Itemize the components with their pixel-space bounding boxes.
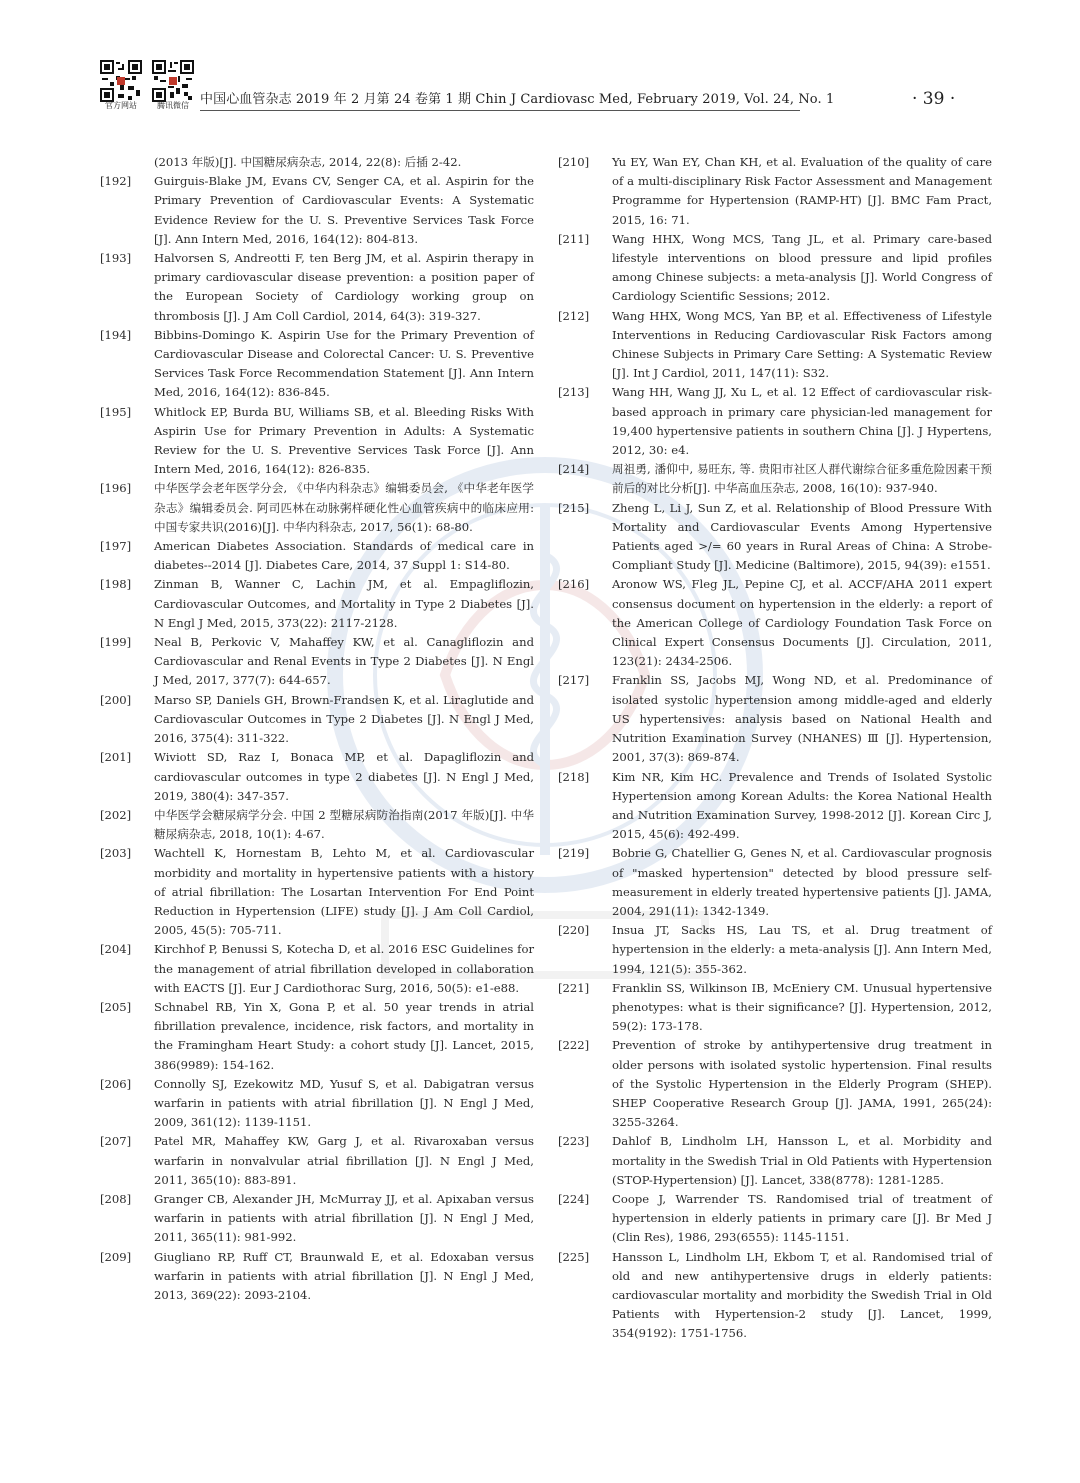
- reference-number: [216]: [558, 577, 590, 592]
- reference-item: [552, 1248, 992, 1344]
- reference-text: Bibbins-Domingo K. Aspirin Use for the Primary Prevention of Cardiovascular Disease and Colorectal Cancer: U. S. Preventive Services Task Force Recommendation Statement [J]. Ann Intern Med, 2016, 164(12): 836-845.: [154, 327, 534, 400]
- reference-item: [94, 998, 534, 1075]
- page-number: · 39 ·: [912, 89, 956, 109]
- reference-text: Zinman B, Wanner C, Lachin JM, et al. Empagliflozin, Cardiovascular Outcomes, and Mortality in Type 2 Diabetes [J]. N Engl J Med, 2015, 373(22): 2117-2128.: [154, 577, 534, 630]
- reference-number: [214]: [558, 462, 590, 477]
- reference-item: [552, 1132, 992, 1190]
- reference-item: [94, 806, 534, 844]
- reference-number: [192]: [100, 174, 132, 189]
- reference-text: Wiviott SD, Raz I, Bonaca MP, et al. Dapagliflozin and cardiovascular outcomes in type 2 diabetes [J]. N Engl J Med, 2019, 380(4): 347-357.: [154, 750, 534, 803]
- reference-number: [204]: [100, 942, 132, 957]
- reference-item: [94, 403, 534, 480]
- header-rule: [200, 110, 800, 111]
- reference-text: Guirguis-Blake JM, Evans CV, Senger CA, et al. Aspirin for the Primary Prevention of Cardiovascular Events: A Systematic Evidence Review for the U. S. Preventive Services Task Force [J]. Ann Intern Med, 2016, 164(12): 804-813.: [154, 174, 534, 246]
- reference-item: [552, 499, 992, 576]
- reference-item: [94, 249, 534, 326]
- reference-item: [94, 1075, 534, 1133]
- reference-item: [552, 844, 992, 921]
- reference-number: [194]: [100, 327, 132, 342]
- reference-number: [213]: [558, 385, 590, 400]
- website-qr-code: [100, 60, 142, 102]
- reference-number: [203]: [100, 846, 132, 861]
- reference-text: Connolly SJ, Ezekowitz MD, Yusuf S, et al. Dabigatran versus warfarin in patients with atrial fibrillation [J]. N Engl J Med, 2009, 361(12): 1139-1151.: [154, 1076, 534, 1130]
- reference-item: [552, 153, 992, 230]
- reference-item: [552, 460, 992, 498]
- reference-text: Zheng L, Li J, Sun Z, et al. Relationship of Blood Pressure With Mortality and Cardiovascular Events Among Hypertensive Patients aged >/= 60 years in Rural Areas of China: A Strobe-Compliant Study [J]. Medicine (Baltimore), 2015, 94(39): e1551.: [612, 500, 992, 573]
- reference-text: Aronow WS, Fleg JL, Pepine CJ, et al. ACCF/AHA 2011 expert consensus document on hypertension in the elderly: a report of the American College of Cardiology Foundation Task Force on Clinical Expert Consensus Documents [J]. Circulation, 2011, 123(21): 2434-2506.: [612, 577, 992, 669]
- reference-number: [205]: [100, 999, 132, 1014]
- reference-number: [195]: [100, 404, 132, 419]
- reference-item: [552, 575, 992, 671]
- reference-text: Whitlock EP, Burda BU, Williams SB, et al. Bleeding Risks With Aspirin Use for Primary Prevention in Adults: A Systematic Review for the U. S. Preventive Services Task Force [J]. Ann Intern Med, 2016, 164(12): 826-835.: [154, 404, 534, 477]
- reference-text: Coope J, Warrender TS. Randomised trial of treatment of hypertension in elderly patients in primary care [J]. Br Med J (Clin Res), 1986, 293(6555): 1145-1151.: [612, 1191, 992, 1245]
- reference-item: [552, 921, 992, 979]
- right-reference-column: [552, 153, 992, 1344]
- reference-number: [212]: [558, 308, 590, 323]
- reference-item: [94, 326, 534, 403]
- reference-item: [94, 844, 534, 940]
- reference-text: Patel MR, Mahaffey KW, Garg J, et al. Rivaroxaban versus warfarin in nonvalvular atrial fibrillation [J]. N Engl J Med, 2011, 365(10): 883-891.: [154, 1134, 534, 1187]
- reference-text: 周祖勇, 潘仰中, 易旺东, 等. 贵阳市社区人群代谢综合征多重危险因素干预前后的对比分析[J]. 中华高血压杂志, 2008, 16(10): 937-940.: [612, 462, 992, 496]
- reference-text: Marso SP, Daniels GH, Brown-Frandsen K, et al. Liraglutide and Cardiovascular Outcomes in Type 2 Diabetes [J]. N Engl J Med, 2016, 375(4): 311-322.: [154, 692, 534, 746]
- reference-text: Neal B, Perkovic V, Mahaffey KW, et al. Canagliflozin and Cardiovascular and Renal Events in Type 2 Diabetes [J]. N Engl J Med, 2017, 377(7): 644-657.: [154, 635, 534, 688]
- reference-number: [209]: [100, 1249, 132, 1264]
- reference-item: [552, 671, 992, 767]
- reference-number: [196]: [100, 481, 132, 496]
- reference-text: Dahlof B, Lindholm LH, Hansson L, et al. Morbidity and mortality in the Swedish Trial in Old Patients with Hypertension (STOP-Hypertension) [J]. Lancet, 338(8778): 1281-1285.: [612, 1134, 992, 1187]
- reference-text: 中华医学会老年医学分会, 《中华内科杂志》编辑委员会, 《中华老年医学杂志》编辑委员会. 阿司匹林在动脉粥样硬化性心血管疾病中的临床应用: 中国专家共识(2016)[J]. 中华内科杂志, 2017, 56(1): 68-80.: [154, 481, 534, 534]
- reference-item: [94, 633, 534, 691]
- reference-text: 中华医学会糖尿病学分会. 中国 2 型糖尿病防治指南(2017 年版)[J]. 中华糖尿病杂志, 2018, 10(1): 4-67.: [154, 807, 534, 842]
- reference-text: Kim NR, Kim HC. Prevalence and Trends of Isolated Systolic Hypertension among Korean Adults: the Korea National Health and Nutrition Examination Survey, 1998-2012 [J]. Korean Circ J, 2015, 45(6): 492-499.: [612, 769, 992, 842]
- reference-item: [94, 479, 534, 537]
- reference-text: Wang HHX, Wong MCS, Tang JL, et al. Primary care-based lifestyle interventions on blood pressure and lipid profiles among Chinese subjects: a meta-analysis [J]. World Congress of Cardiology Scientific Sessions; 2012.: [612, 231, 992, 304]
- reference-item: [552, 230, 992, 307]
- reference-number: [200]: [100, 692, 132, 707]
- reference-number: [210]: [558, 155, 590, 169]
- reference-item: [94, 575, 534, 633]
- reference-number: [220]: [558, 923, 590, 938]
- reference-item: [94, 1248, 534, 1306]
- reference-item: [552, 1190, 992, 1248]
- reference-number: [198]: [100, 577, 132, 592]
- reference-text: Giugliano RP, Ruff CT, Braunwald E, et al. Edoxaban versus warfarin in patients with atrial fibrillation [J]. N Engl J Med, 2013, 369(22): 2093-2104.: [154, 1249, 534, 1302]
- reference-text: Wang HH, Wang JJ, Xu L, et al. 12 Effect of cardiovascular risk-based approach in primary care physician-led management for 19,400 hypertensive patients in southern China [J]. J Hypertens, 2012, 30: e4.: [612, 385, 992, 458]
- reference-number: [206]: [100, 1076, 132, 1091]
- reference-item: [552, 979, 992, 1037]
- reference-item: [94, 153, 534, 172]
- reference-number: [218]: [558, 769, 590, 784]
- reference-text: Schnabel RB, Yin X, Gona P, et al. 50 year trends in atrial fibrillation prevalence, incidence, risk factors, and mortality in the Framingham Heart Study: a cohort study [J]. Lancet, 2015, 386(9989): 154-162.: [154, 999, 534, 1072]
- reference-item: [552, 1036, 992, 1132]
- reference-text: Insua JT, Sacks HS, Lau TS, et al. Drug treatment of hypertension in the elderly: a meta-analysis [J]. Ann Intern Med, 1994, 121(5): 355-362.: [612, 923, 992, 976]
- reference-number: [222]: [558, 1038, 590, 1053]
- reference-text: American Diabetes Association. Standards of medical care in diabetes--2014 [J]. Diabetes Care, 2014, 37 Suppl 1: S14-80.: [154, 539, 534, 573]
- reference-item: [94, 940, 534, 998]
- reference-number: [223]: [558, 1134, 590, 1149]
- reference-text: Hansson L, Lindholm LH, Ekbom T, et al. Randomised trial of old and new antihypertensive drugs in elderly patients: cardiovascular mortality and morbidity the Swedish Trial in Old Patients with Hypertension-2 study [J]. Lancet, 1999, 354(9192): 1751-1756.: [612, 1249, 992, 1341]
- reference-number: [224]: [558, 1191, 590, 1206]
- reference-number: [219]: [558, 846, 590, 861]
- reference-text: (2013 年版)[J]. 中国糖尿病杂志, 2014, 22(8): 后插 2-42.: [154, 155, 462, 169]
- reference-text: Wachtell K, Hornestam B, Lehto M, et al. Cardiovascular morbidity and mortality in hypertensive patients with a history of atrial fibrillation: The Losartan Intervention For End Point Reduction in Hypertension (LIFE) study [J]. J Am Coll Cardiol, 2005, 45(5): 705-711.: [154, 846, 534, 938]
- reference-item: [94, 691, 534, 749]
- reference-number: [197]: [100, 539, 132, 554]
- reference-text: Prevention of stroke by antihypertensive drug treatment in older persons with isolated systolic hypertension. Final results of the Systolic Hypertension in the Elderly Program (SHEP). SHEP Cooperative Research Group [J]. JAMA, 1991, 265(24): 3255-3264.: [612, 1038, 992, 1130]
- reference-number: [193]: [100, 251, 132, 266]
- journal-running-header: 中国心血管杂志 2019 年 2 月第 24 卷第 1 期 Chin J Cardiovasc Med, February 2019, Vol. 24, No. 1: [200, 92, 835, 107]
- reference-item: [94, 1190, 534, 1248]
- reference-text: Franklin SS, Wilkinson IB, McEniery CM. Unusual hypertensive phenotypes: what is their significance? [J]. Hypertension, 2012, 59(2): 173-178.: [612, 980, 992, 1034]
- wechat-qr-label: 腾讯微信: [157, 101, 189, 110]
- left-reference-column: [94, 153, 534, 1305]
- reference-item: [94, 537, 534, 575]
- reference-text: Franklin SS, Jacobs MJ, Wong ND, et al. Predominance of isolated systolic hypertension among middle-aged and elderly US hypertensives: analysis based on National Health and Nutrition Examination Survey (NHANES) Ⅲ [J]. Hypertension, 2001, 37(3): 869-874.: [612, 673, 992, 765]
- reference-text: Bobrie G, Chatellier G, Genes N, et al. Cardiovascular prognosis of "masked hypertension" detected by blood pressure self-measurement in elderly treated hypertensive patients [J]. JAMA, 2004, 291(11): 1342-1349.: [612, 846, 992, 918]
- reference-item: [94, 1132, 534, 1190]
- reference-number: [221]: [558, 980, 590, 995]
- reference-text: Kirchhof P, Benussi S, Kotecha D, et al. 2016 ESC Guidelines for the management of atrial fibrillation developed in collaboration with EACTS [J]. Eur J Cardiothorac Surg, 2016, 50(5): e1-e88.: [154, 942, 534, 995]
- reference-number: [211]: [558, 231, 590, 246]
- reference-item: [94, 748, 534, 806]
- reference-number: [199]: [100, 635, 132, 650]
- reference-number: [217]: [558, 673, 590, 688]
- reference-number: [225]: [558, 1249, 590, 1264]
- reference-item: [94, 172, 534, 249]
- reference-number: [208]: [100, 1191, 132, 1206]
- reference-number: [201]: [100, 750, 132, 765]
- reference-item: [552, 768, 992, 845]
- wechat-qr-code: [152, 60, 194, 102]
- reference-text: Granger CB, Alexander JH, McMurray JJ, et al. Apixaban versus warfarin in patients with atrial fibrillation [J]. N Engl J Med, 2011, 365(11): 981-992.: [154, 1191, 534, 1245]
- reference-number: [215]: [558, 500, 590, 515]
- page-header: [0, 0, 1080, 120]
- website-qr-label: 官方网站: [105, 101, 137, 110]
- reference-text: Wang HHX, Wong MCS, Yan BP, et al. Effectiveness of Lifestyle Interventions in Reducing Cardiovascular Risk Factors among Chinese Subjects in Primary Care Setting: A Systematic Review [J]. Int J Cardiol, 2011, 147(11): S32.: [612, 308, 992, 381]
- reference-item: [552, 383, 992, 460]
- reference-number: [207]: [100, 1134, 132, 1149]
- reference-number: [202]: [100, 807, 132, 822]
- reference-text: Halvorsen S, Andreotti F, ten Berg JM, et al. Aspirin therapy in primary cardiovascular disease prevention: a position paper of the European Society of Cardiology working group on thrombosis [J]. J Am Coll Cardiol, 2014, 64(3): 319-327.: [154, 251, 534, 323]
- reference-text: Yu EY, Wan EY, Chan KH, et al. Evaluation of the quality of care of a multi-disciplinary Risk Factor Assessment and Management Programme for Hypertension (RAMP-HT) [J]. BMC Fam Pract, 2015, 16: 71.: [612, 155, 992, 227]
- reference-item: [552, 307, 992, 384]
